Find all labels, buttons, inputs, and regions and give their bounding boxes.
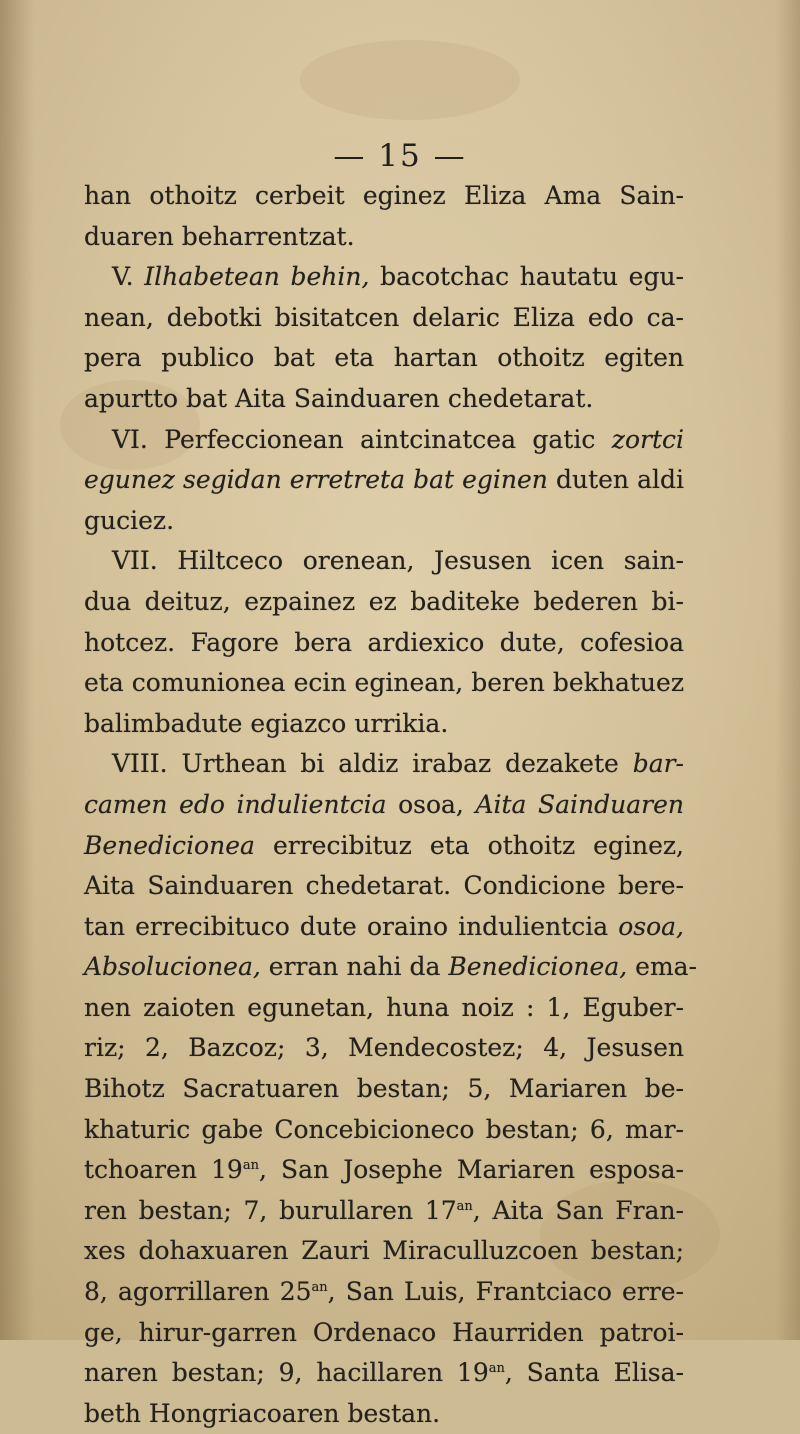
italic-text: Aita Sainduaren bbox=[475, 789, 685, 819]
text-run: V. bbox=[112, 262, 145, 292]
page-number: — 15 — bbox=[333, 138, 467, 174]
text-run: Aita Sainduaren chedetarat. Condicione bere- bbox=[84, 871, 684, 901]
text-line bbox=[84, 744, 684, 785]
text-run: VI. Perfeccionean aintcinatcea gatic bbox=[112, 424, 612, 454]
italic-text: bar- bbox=[632, 749, 684, 779]
text-run: apurtto bat Aita Sainduaren chedetarat. bbox=[84, 383, 594, 413]
text-line bbox=[84, 1028, 684, 1069]
text-line bbox=[84, 947, 698, 988]
text-line bbox=[84, 379, 684, 420]
text-line bbox=[84, 623, 684, 664]
text-run: VII. Hiltceco orenean, Jesusen icen sain- bbox=[112, 546, 684, 576]
text-line bbox=[84, 1110, 684, 1151]
text-line bbox=[84, 420, 684, 461]
text-line bbox=[84, 217, 684, 258]
italic-text: osoa, bbox=[618, 911, 684, 941]
text-run: tan errecibituco dute oraino indulientcia bbox=[84, 911, 619, 941]
text-line bbox=[84, 988, 684, 1029]
text-run: pera publico bat eta hartan othoitz egiten bbox=[84, 343, 684, 373]
text-run: , Aita San Fran- bbox=[472, 1195, 684, 1225]
text-run: dua deituz, ezpainez ez baditeke bederen bi- bbox=[84, 586, 684, 616]
text-run: erran nahi da bbox=[260, 952, 449, 982]
text-run: balimbadute egiazco urrikia. bbox=[84, 708, 449, 738]
text-run: riz; 2, Bazcoz; 3, Mendecostez; 4, Jesusen bbox=[84, 1033, 684, 1063]
text-run: khaturic gabe Concebicioneco bestan; 6, mar- bbox=[84, 1114, 684, 1144]
text-run: duaren beharrentzat. bbox=[84, 221, 355, 251]
superscript-text: an bbox=[488, 1361, 505, 1377]
text-line bbox=[84, 704, 684, 745]
text-run: ema- bbox=[627, 952, 698, 982]
paper-stain bbox=[300, 40, 520, 120]
text-run: VIII. Urthean bi aldiz irabaz dezakete bbox=[112, 749, 633, 779]
text-line bbox=[84, 501, 684, 542]
text-run: nen zaioten egunetan, huna noiz : 1, Eguber- bbox=[84, 992, 684, 1022]
text-run: han othoitz cerbeit eginez Eliza Ama Sain- bbox=[84, 181, 684, 210]
text-line bbox=[84, 1394, 684, 1434]
italic-text: egunez segidan erretreta bat eginen bbox=[84, 465, 548, 495]
text-run: osoa, bbox=[386, 789, 476, 819]
page-right-shadow bbox=[776, 0, 800, 1340]
text-run: Bihotz Sacratuaren bestan; 5, Mariaren be- bbox=[84, 1074, 684, 1104]
italic-text: Benedicionea, bbox=[448, 952, 628, 982]
superscript-text: an bbox=[311, 1280, 328, 1296]
text-line bbox=[84, 338, 684, 379]
text-run: beth Hongriacoaren bestan. bbox=[84, 1398, 441, 1428]
text-run: guciez. bbox=[84, 505, 175, 535]
text-run: naren bestan; 9, hacillaren 19 bbox=[84, 1358, 489, 1388]
text-run: xes dohaxuaren Zauri Miraculluzcoen bestan; bbox=[84, 1236, 684, 1266]
page-left-shadow bbox=[0, 0, 34, 1340]
superscript-text: an bbox=[456, 1198, 473, 1214]
text-run: bacotchac hautatu egu- bbox=[369, 262, 684, 292]
text-line bbox=[84, 582, 684, 623]
text-line bbox=[84, 907, 684, 948]
text-run: , San Josephe Mariaren esposa- bbox=[258, 1155, 684, 1185]
text-run: duten aldi bbox=[547, 465, 684, 495]
italic-text: camen edo indulientcia bbox=[84, 789, 387, 819]
text-line bbox=[84, 1150, 684, 1191]
text-line bbox=[84, 1353, 684, 1394]
superscript-text: an bbox=[242, 1158, 259, 1174]
text-line bbox=[84, 298, 684, 339]
text-line bbox=[84, 866, 684, 907]
text-line bbox=[84, 541, 684, 582]
text-line bbox=[84, 1069, 684, 1110]
italic-text: zortci bbox=[611, 424, 684, 454]
text-run: , San Luis, Frantciaco erre- bbox=[327, 1277, 684, 1307]
text-run: nean, debotki bisitatcen delaric Eliza edo ca- bbox=[84, 302, 684, 332]
italic-text: Ilhabetean behin, bbox=[144, 262, 370, 292]
text-run: hotcez. Fagore bera ardiexico dute, cofesioa bbox=[84, 627, 684, 657]
text-run: , Santa Elisa- bbox=[504, 1358, 684, 1388]
text-line bbox=[84, 1313, 684, 1354]
text-run: tchoaren 19 bbox=[84, 1155, 243, 1185]
text-run: eta comunionea ecin eginean, beren bekhatuez bbox=[84, 668, 684, 698]
text-run: ren bestan; 7, burullaren 17 bbox=[84, 1195, 457, 1225]
text-line bbox=[84, 663, 684, 704]
text-line bbox=[84, 460, 684, 501]
text-run: errecibituz eta othoitz eginez, bbox=[254, 830, 684, 860]
text-line bbox=[84, 257, 684, 298]
text-line bbox=[84, 1191, 684, 1232]
text-run: ge, hirur-garren Ordenaco Haurriden patroi- bbox=[84, 1317, 684, 1347]
body-text bbox=[84, 176, 698, 1434]
text-line bbox=[84, 176, 684, 217]
italic-text: Benedicionea bbox=[84, 830, 255, 860]
text-line bbox=[84, 1231, 684, 1272]
text-run: 8, agorrillaren 25 bbox=[84, 1277, 312, 1307]
text-line bbox=[84, 826, 684, 867]
italic-text: Absolucionea, bbox=[84, 952, 261, 982]
text-line bbox=[84, 785, 684, 826]
text-line bbox=[84, 1272, 684, 1313]
